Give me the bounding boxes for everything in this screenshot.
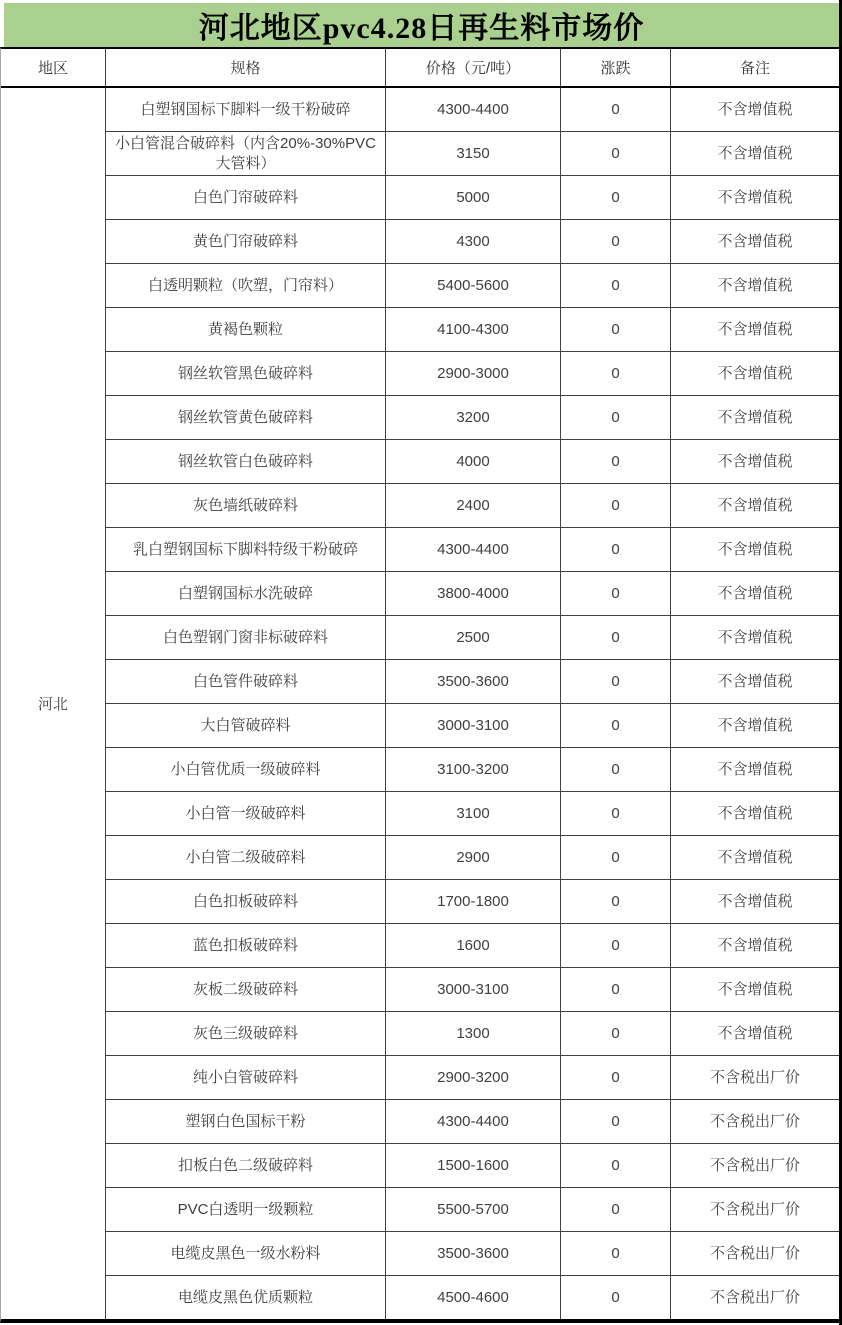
table-row	[106, 528, 839, 572]
price-cell: 5500-5700	[386, 1188, 561, 1231]
spec-cell: 黄色门帘破碎料	[106, 220, 386, 263]
change-cell: 0	[561, 968, 671, 1011]
spec-cell: 灰色三级破碎料	[106, 1012, 386, 1055]
table-row	[106, 176, 839, 220]
price-cell: 1700-1800	[386, 880, 561, 923]
table-row	[106, 572, 839, 616]
table-row	[106, 1232, 839, 1276]
table-row	[106, 440, 839, 484]
column-header-region: 地区	[1, 49, 106, 86]
change-cell: 0	[561, 1232, 671, 1275]
note-cell: 不含增值税	[717, 276, 793, 294]
note-cell: 不含税出厂价	[709, 1156, 800, 1174]
price-cell: 4300	[386, 220, 561, 263]
spec-cell: PVC白透明一级颗粒	[106, 1188, 386, 1231]
change-cell: 0	[561, 440, 671, 483]
change-cell: 0	[561, 220, 671, 263]
title-bar	[4, 3, 839, 47]
spec-cell: 大白管破碎料	[106, 704, 386, 747]
price-cell: 4300-4400	[386, 528, 561, 571]
table-body	[1, 88, 839, 1319]
change-cell: 0	[561, 748, 671, 791]
note-cell: 不含增值税	[717, 672, 793, 690]
note-cell: 不含增值税	[717, 584, 793, 602]
price-cell: 1500-1600	[386, 1144, 561, 1187]
price-cell: 4100-4300	[386, 308, 561, 351]
price-cell: 2400	[386, 484, 561, 527]
note-cell: 不含增值税	[717, 760, 793, 778]
price-cell: 2500	[386, 616, 561, 659]
note-cell: 不含税出厂价	[709, 1288, 800, 1306]
note-cell: 不含增值税	[717, 496, 793, 514]
spec-cell: 钢丝软管白色破碎料	[106, 440, 386, 483]
change-cell: 0	[561, 308, 671, 351]
spec-cell: 塑钢白色国标干粉	[106, 1100, 386, 1143]
change-cell: 0	[561, 352, 671, 395]
price-table	[0, 47, 839, 1323]
table-row	[106, 396, 839, 440]
note-cell: 不含税出厂价	[709, 1200, 800, 1218]
table-row	[106, 484, 839, 528]
price-cell: 3200	[386, 396, 561, 439]
price-cell: 5400-5600	[386, 264, 561, 307]
note-cell: 不含增值税	[717, 144, 793, 162]
table-row	[106, 1012, 839, 1056]
spec-cell: 灰板二级破碎料	[106, 968, 386, 1011]
table-row	[106, 704, 839, 748]
change-cell: 0	[561, 176, 671, 219]
change-cell: 0	[561, 132, 671, 175]
spec-cell: 小白管一级破碎料	[106, 792, 386, 835]
change-cell: 0	[561, 1056, 671, 1099]
table-row	[106, 1188, 839, 1232]
spec-cell: 乳白塑钢国标下脚料特级干粉破碎	[106, 528, 386, 571]
note-cell: 不含增值税	[717, 848, 793, 866]
price-cell: 3500-3600	[386, 1232, 561, 1275]
note-cell: 不含税出厂价	[709, 1244, 800, 1262]
spec-cell: 蓝色扣板破碎料	[106, 924, 386, 967]
change-cell: 0	[561, 1188, 671, 1231]
change-cell: 0	[561, 528, 671, 571]
price-cell: 2900-3200	[386, 1056, 561, 1099]
price-cell: 1600	[386, 924, 561, 967]
table-row	[106, 748, 839, 792]
note-cell: 不含增值税	[717, 100, 793, 118]
spec-cell: 白色扣板破碎料	[106, 880, 386, 923]
note-cell: 不含增值税	[717, 364, 793, 382]
table-rows	[106, 88, 839, 1319]
table-row	[106, 308, 839, 352]
spec-cell: 小白管混合破碎料（内含20%-30%PVC大管料）	[106, 132, 386, 175]
price-cell: 4000	[386, 440, 561, 483]
change-cell: 0	[561, 704, 671, 747]
table-row	[106, 792, 839, 836]
change-cell: 0	[561, 88, 671, 131]
change-cell: 0	[561, 1012, 671, 1055]
table-row	[106, 1276, 839, 1319]
change-cell: 0	[561, 836, 671, 879]
spec-cell: 纯小白管破碎料	[106, 1056, 386, 1099]
spec-cell: 电缆皮黑色一级水粉料	[106, 1232, 386, 1275]
spec-cell: 钢丝软管黄色破碎料	[106, 396, 386, 439]
table-row	[106, 220, 839, 264]
price-cell: 3500-3600	[386, 660, 561, 703]
note-cell: 不含增值税	[717, 408, 793, 426]
price-cell: 4500-4600	[386, 1276, 561, 1319]
spec-cell: 白色管件破碎料	[106, 660, 386, 703]
table-row	[106, 880, 839, 924]
change-cell: 0	[561, 880, 671, 923]
column-header-note: 备注	[739, 60, 770, 77]
price-cell: 2900-3000	[386, 352, 561, 395]
spec-cell: 白塑钢国标下脚料一级干粉破碎	[106, 88, 386, 131]
table-row	[106, 88, 839, 132]
spec-cell: 钢丝软管黑色破碎料	[106, 352, 386, 395]
price-cell: 1300	[386, 1012, 561, 1055]
price-cell: 4300-4400	[386, 88, 561, 131]
column-header-price: 价格（元/吨）	[386, 49, 561, 86]
table-row	[106, 1100, 839, 1144]
price-cell: 3000-3100	[386, 704, 561, 747]
price-cell: 3800-4000	[386, 572, 561, 615]
change-cell: 0	[561, 1100, 671, 1143]
note-cell: 不含增值税	[717, 980, 793, 998]
table-row	[106, 132, 839, 176]
table-row	[106, 1144, 839, 1188]
change-cell: 0	[561, 264, 671, 307]
spec-cell: 小白管优质一级破碎料	[106, 748, 386, 791]
note-cell: 不含增值税	[717, 936, 793, 954]
change-cell: 0	[561, 484, 671, 527]
table-row	[106, 660, 839, 704]
note-cell: 不含增值税	[717, 188, 793, 206]
note-cell: 不含增值税	[717, 628, 793, 646]
note-cell: 不含税出厂价	[709, 1112, 800, 1130]
note-cell: 不含增值税	[717, 320, 793, 338]
spec-cell: 白色门帘破碎料	[106, 176, 386, 219]
spec-cell: 白透明颗粒（吹塑，门帘料）	[106, 264, 386, 307]
note-cell: 不含增值税	[717, 892, 793, 910]
spec-cell: 电缆皮黑色优质颗粒	[106, 1276, 386, 1319]
table-row	[106, 352, 839, 396]
spec-cell: 白塑钢国标水洗破碎	[106, 572, 386, 615]
price-cell: 4300-4400	[386, 1100, 561, 1143]
spec-cell: 黄褐色颗粒	[106, 308, 386, 351]
change-cell: 0	[561, 1276, 671, 1319]
change-cell: 0	[561, 924, 671, 967]
table-row	[106, 968, 839, 1012]
table-row	[106, 836, 839, 880]
note-cell: 不含税出厂价	[709, 1068, 800, 1086]
price-cell: 2900	[386, 836, 561, 879]
change-cell: 0	[561, 660, 671, 703]
spec-cell: 小白管二级破碎料	[106, 836, 386, 879]
spec-cell: 白色塑钢门窗非标破碎料	[106, 616, 386, 659]
table-row	[106, 616, 839, 660]
spec-cell: 灰色墙纸破碎料	[106, 484, 386, 527]
note-cell: 不含增值税	[717, 452, 793, 470]
change-cell: 0	[561, 572, 671, 615]
note-cell: 不含增值税	[717, 716, 793, 734]
price-cell: 5000	[386, 176, 561, 219]
table-row	[106, 264, 839, 308]
spec-cell: 扣板白色二级破碎料	[106, 1144, 386, 1187]
price-cell: 3100-3200	[386, 748, 561, 791]
change-cell: 0	[561, 396, 671, 439]
column-header-spec: 规格	[106, 49, 386, 86]
note-cell: 不含增值税	[717, 540, 793, 558]
price-cell: 3150	[386, 132, 561, 175]
change-cell: 0	[561, 616, 671, 659]
table-header-row	[1, 49, 839, 88]
change-cell: 0	[561, 792, 671, 835]
table-row	[106, 1056, 839, 1100]
region-merged-cell: 河北	[1, 88, 106, 1319]
table-row	[106, 924, 839, 968]
note-cell: 不含增值税	[717, 1024, 793, 1042]
note-cell: 不含增值税	[717, 232, 793, 250]
note-cell: 不含增值税	[717, 804, 793, 822]
column-header-change: 涨跌	[561, 49, 671, 86]
price-cell: 3100	[386, 792, 561, 835]
change-cell: 0	[561, 1144, 671, 1187]
price-cell: 3000-3100	[386, 968, 561, 1011]
page-title: 河北地区pvc4.28日再生料市场价	[198, 12, 645, 45]
